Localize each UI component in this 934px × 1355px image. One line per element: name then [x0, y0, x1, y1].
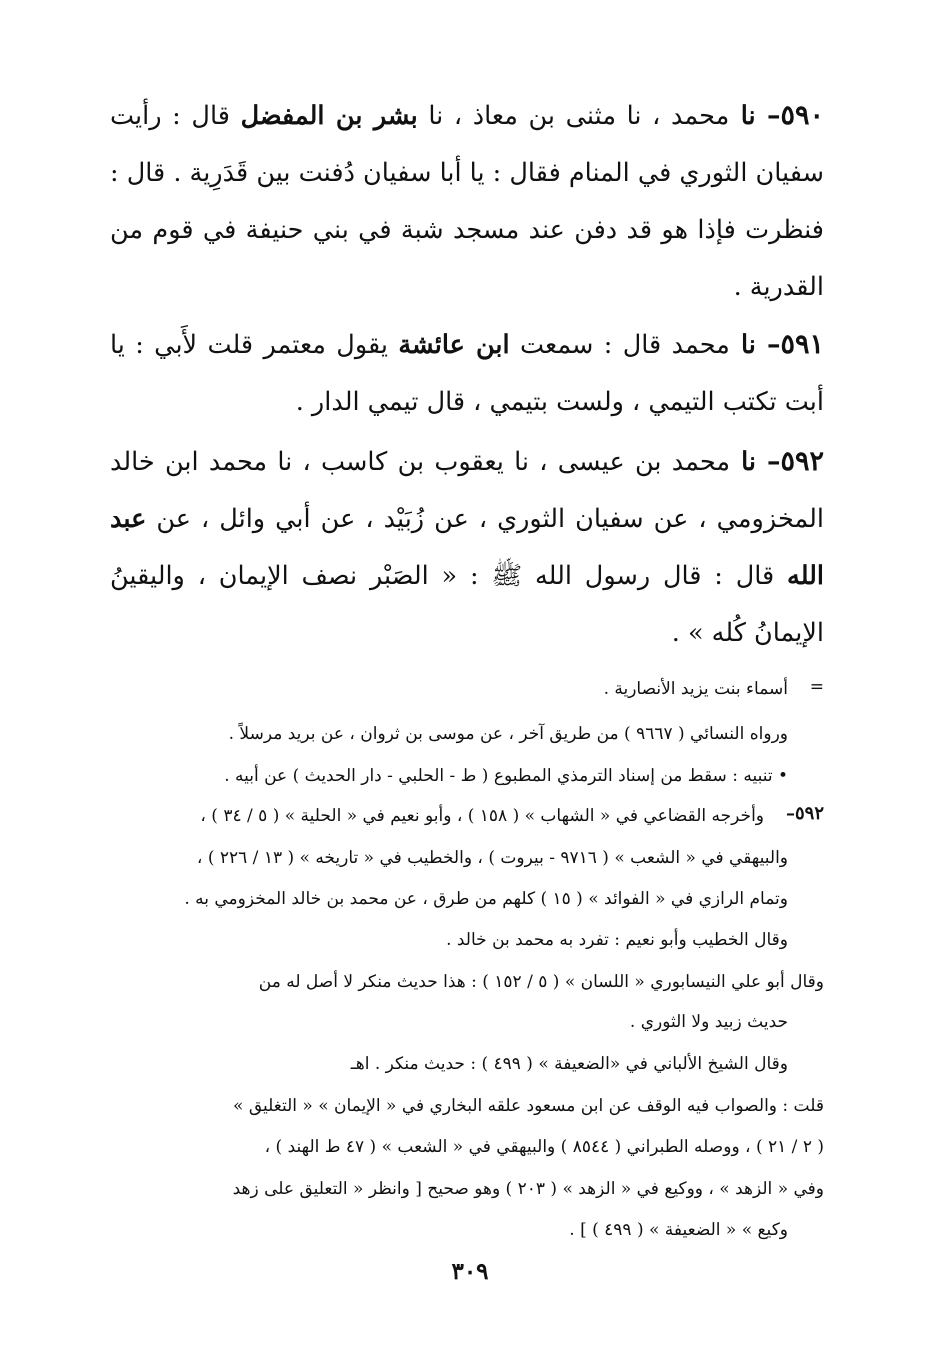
- footnote-line: ( ٢ / ٢١ ) ، ووصله الطبراني ( ٨٥٤٤ ) والبيهقي في « الشعب » ( ٤٧ ط الهند ) ،: [264, 1137, 824, 1157]
- hadith-592: [110, 433, 824, 662]
- hadith-text: محمد ، نا مثنى بن معاذ ، نا: [417, 101, 730, 131]
- footnote-line: وكيع » « الضعيفة » ( ٤٩٩ ) ] .: [569, 1220, 788, 1240]
- narrator-name: عبد الله: [110, 504, 824, 591]
- footnote-line: حديث زبيد ولا الثوري .: [629, 1012, 788, 1032]
- footnote-line: والبيهقي في « الشعب » ( ٩٧١٦ - بيروت ) ، والخطيب في « تاريخه » ( ١٣ / ٢٢٦ ) ،: [196, 848, 788, 868]
- hadith-number: ٥٩٠–: [767, 100, 825, 131]
- footnote-number: ٥٩٢–: [785, 803, 824, 824]
- hadith-text: محمد قال : سمعت: [509, 330, 730, 360]
- hadith-text: قال : رأيت سفيان الثوري في المنام فقال : يا أبا سفيان دُفنت بين قَدَرِية . قال : فنظرت فإذا هو قد دفن عند مسجد شبة في بني حنيفة في قوم من القدرية .: [110, 101, 824, 302]
- hadith-591: [110, 316, 824, 431]
- hadith-na: نا: [730, 447, 767, 477]
- page-number: ٣٠٩: [451, 1258, 489, 1285]
- narrator-name: ابن عائشة: [398, 330, 510, 360]
- footnote-line: وقال الخطيب وأبو نعيم : تفرد به محمد بن خالد .: [446, 930, 788, 950]
- hadith-number: ٥٩٢–: [766, 446, 824, 477]
- hadith-text: محمد بن عيسى ، نا يعقوب بن كاسب ، نا محمد ابن خالد المخزومي ، عن سفيان الثوري ، عن زُبَيْد ، عن أبي وائل ، عن: [110, 447, 824, 534]
- footnote-line: • تنبيه : سقط من إسناد الترمذي المطبوع ( ط - الحلبي - دار الحديث ) عن أبيه .: [224, 766, 788, 786]
- hadith-na: نا: [729, 330, 767, 360]
- footnote-line: وقال الشيخ الألباني في «الضعيفة » ( ٤٩٩ ) : حديث منكر . اهـ: [350, 1054, 788, 1074]
- footnote-line: وقال أبو علي النيسابوري « اللسان » ( ٥ / ١٥٢ ) : هذا حديث منكر لا أصل له من: [258, 972, 824, 992]
- hadith-number: ٥٩١–: [766, 329, 824, 360]
- footnote-line: أسماء بنت يزيد الأنصارية .: [603, 679, 788, 699]
- footnote-line: وأخرجه القضاعي في « الشهاب » ( ١٥٨ ) ، وأبو نعيم في « الحلية » ( ٥ / ٣٤ ) ،: [200, 806, 764, 826]
- footnote-divider-mark: =: [809, 677, 824, 697]
- footnote-line: وتمام الرازي في « الفوائد » ( ١٥ ) كلهم من طرق ، عن محمد بن خالد المخزومي به .: [184, 889, 788, 909]
- hadith-590: [110, 87, 824, 316]
- narrator-name: بشر بن المفضل: [240, 101, 418, 131]
- footnote-line: قلت : والصواب فيه الوقف عن ابن مسعود علقه البخاري في « الإيمان » « التغليق »: [233, 1096, 824, 1116]
- hadith-na: نا: [729, 101, 767, 131]
- footnote-line: وفي « الزهد » ، ووكيع في « الزهد » ( ٢٠٣ ) وهو صحيح [ وانظر « التعليق على زهد: [232, 1179, 824, 1199]
- footnote-line: ورواه النسائي ( ٩٦٦٧ ) من طريق آخر ، عن موسى بن ثروان ، عن بريد مرسلاً .: [228, 724, 788, 744]
- hadith-text: قال : قال رسول الله ﷺ : « الصَبْر نصف الإيمان ، واليقينُ الإيمانُ كُله » .: [110, 561, 824, 648]
- hadith-text: يقول معتمر قلت لأَبي : يا أبت تكتب التيمي ، ولست بتيمي ، قال تيمي الدار .: [110, 330, 824, 417]
